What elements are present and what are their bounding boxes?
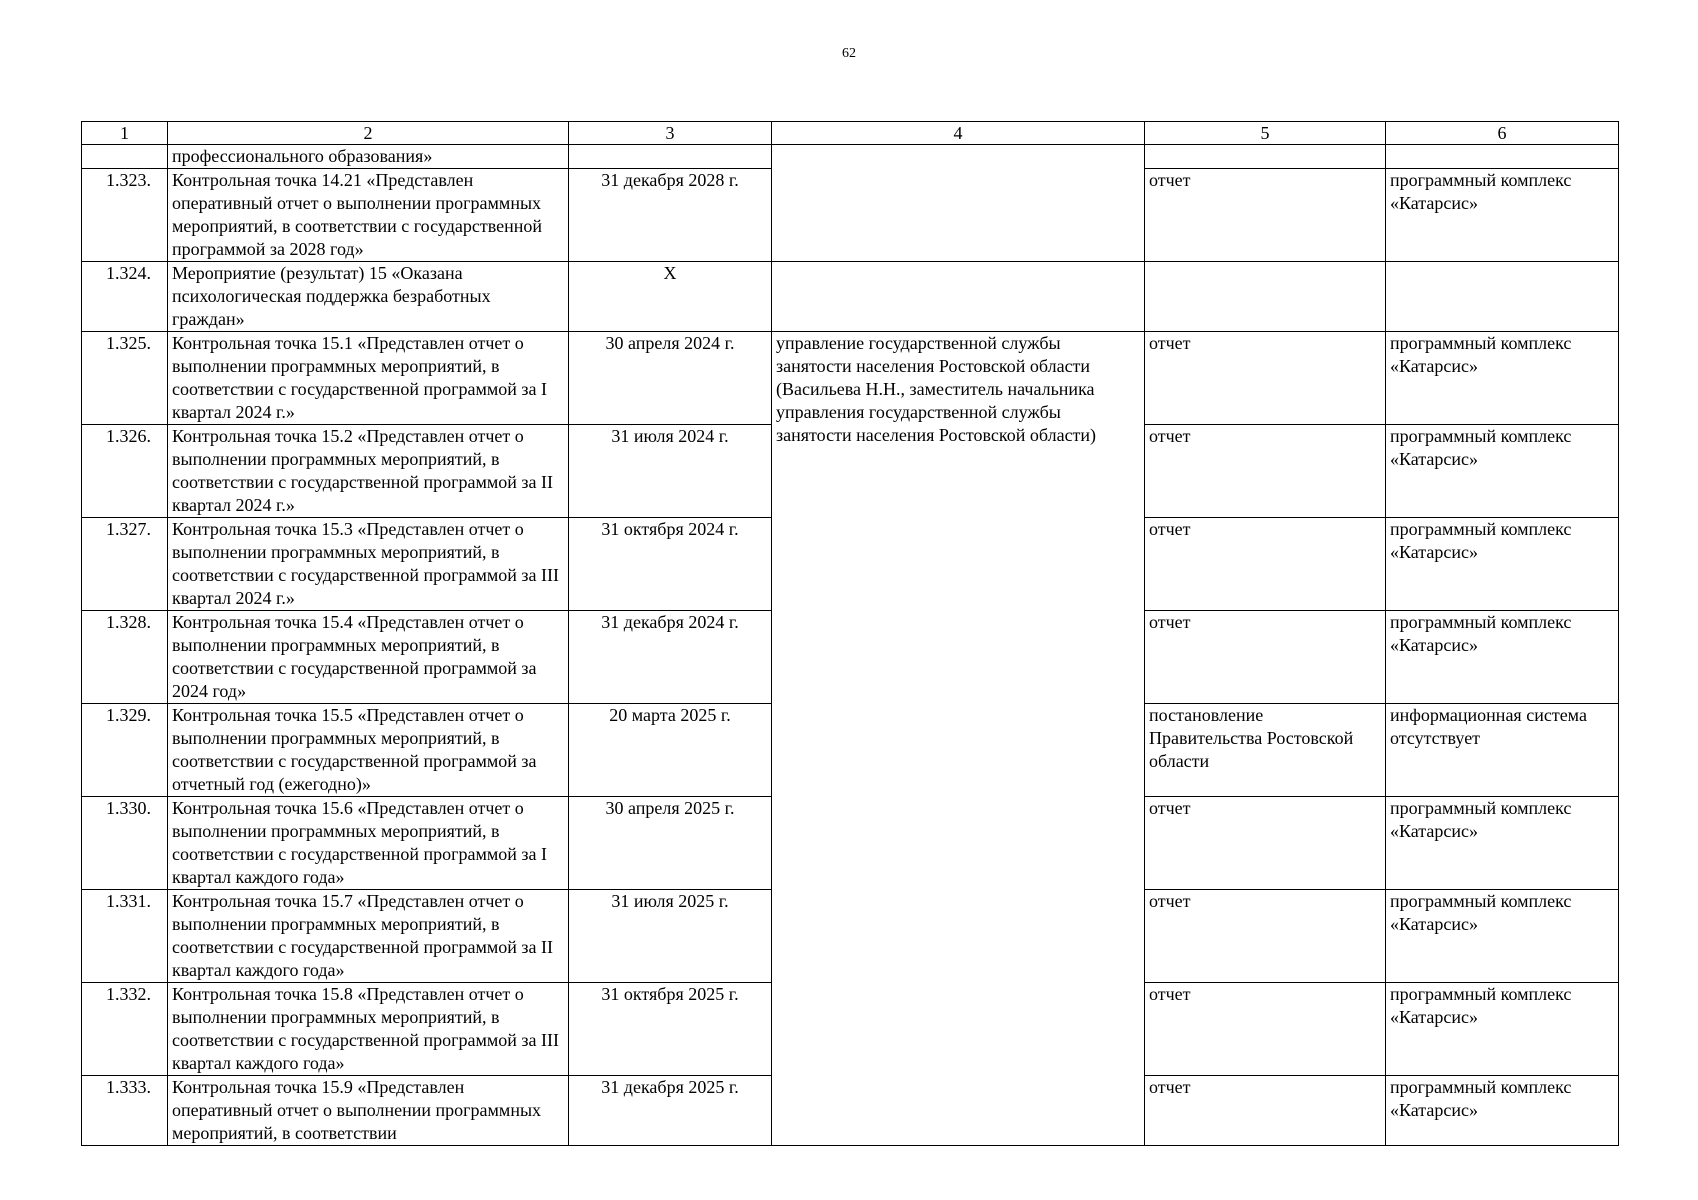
information-system: программный комплекс «Катарсис» — [1386, 1076, 1619, 1146]
responsible: управление государственной службы занятости населения Ростовской области (Васильева Н.Н., заместитель начальника управления государственной службы занятости населения Ростовской области) — [772, 332, 1145, 1146]
column-number: 2 — [168, 122, 569, 145]
measure-name: Контрольная точка 15.8 «Представлен отчет о выполнении программных мероприятий, в соответствии с государственной программой за III квартал каждого года» — [168, 983, 569, 1076]
measure-name: Контрольная точка 15.5 «Представлен отчет о выполнении программных мероприятий, в соответствии с государственной программой за отчетный год (ежегодно)» — [168, 704, 569, 797]
row-number: 1.323. — [82, 169, 168, 262]
deadline: Х — [569, 262, 772, 332]
measure-name: Контрольная точка 14.21 «Представлен оперативный отчет о выполнении программных мероприятий, в соответствии с государственной программой за 2028 год» — [168, 169, 569, 262]
measure-name: Контрольная точка 15.4 «Представлен отчет о выполнении программных мероприятий, в соответствии с государственной программой за 2024 год» — [168, 611, 569, 704]
measure-name: Контрольная точка 15.1 «Представлен отчет о выполнении программных мероприятий, в соответствии с государственной программой за I квартал 2024 г.» — [168, 332, 569, 425]
deadline: 31 июля 2024 г. — [569, 425, 772, 518]
column-number: 6 — [1386, 122, 1619, 145]
plan-table — [81, 121, 1619, 1146]
document-type — [1145, 145, 1386, 169]
deadline: 20 марта 2025 г. — [569, 704, 772, 797]
row-number: 1.329. — [82, 704, 168, 797]
measure-name: Контрольная точка 15.2 «Представлен отчет о выполнении программных мероприятий, в соответствии с государственной программой за II квартал 2024 г.» — [168, 425, 569, 518]
row-number: 1.333. — [82, 1076, 168, 1146]
page-number: 62 — [842, 46, 856, 61]
information-system — [1386, 262, 1619, 332]
document-type: отчет — [1145, 425, 1386, 518]
row-number — [82, 145, 168, 169]
responsible — [772, 262, 1145, 332]
row-number: 1.325. — [82, 332, 168, 425]
information-system: программный комплекс «Катарсис» — [1386, 983, 1619, 1076]
row-number: 1.327. — [82, 518, 168, 611]
document-type — [1145, 262, 1386, 332]
column-number: 1 — [82, 122, 168, 145]
row-number: 1.331. — [82, 890, 168, 983]
row-number: 1.332. — [82, 983, 168, 1076]
information-system: информационная система отсутствует — [1386, 704, 1619, 797]
information-system: программный комплекс «Катарсис» — [1386, 169, 1619, 262]
deadline: 31 октября 2024 г. — [569, 518, 772, 611]
document-type: отчет — [1145, 518, 1386, 611]
information-system — [1386, 145, 1619, 169]
row-number: 1.328. — [82, 611, 168, 704]
row-number: 1.330. — [82, 797, 168, 890]
measure-name: Контрольная точка 15.7 «Представлен отчет о выполнении программных мероприятий, в соответствии с государственной программой за II квартал каждого года» — [168, 890, 569, 983]
document-type: отчет — [1145, 169, 1386, 262]
information-system: программный комплекс «Катарсис» — [1386, 332, 1619, 425]
column-number: 4 — [772, 122, 1145, 145]
document-type: постановление Правительства Ростовской области — [1145, 704, 1386, 797]
deadline — [569, 145, 772, 169]
document-type: отчет — [1145, 890, 1386, 983]
deadline: 30 апреля 2024 г. — [569, 332, 772, 425]
measure-name: профессионального образования» — [168, 145, 569, 169]
deadline: 31 декабря 2025 г. — [569, 1076, 772, 1146]
document-type: отчет — [1145, 611, 1386, 704]
deadline: 31 октября 2025 г. — [569, 983, 772, 1076]
information-system: программный комплекс «Катарсис» — [1386, 518, 1619, 611]
information-system: программный комплекс «Катарсис» — [1386, 611, 1619, 704]
deadline: 31 декабря 2028 г. — [569, 169, 772, 262]
column-number-row — [82, 122, 1619, 145]
document-type: отчет — [1145, 332, 1386, 425]
table-row — [82, 332, 1619, 425]
measure-name: Контрольная точка 15.6 «Представлен отчет о выполнении программных мероприятий, в соответствии с государственной программой за I квартал каждого года» — [168, 797, 569, 890]
deadline: 30 апреля 2025 г. — [569, 797, 772, 890]
column-number: 5 — [1145, 122, 1386, 145]
row-number: 1.324. — [82, 262, 168, 332]
measure-name: Контрольная точка 15.9 «Представлен оперативный отчет о выполнении программных мероприятий, в соответствии — [168, 1076, 569, 1146]
document-type: отчет — [1145, 983, 1386, 1076]
document-type: отчет — [1145, 797, 1386, 890]
responsible — [772, 145, 1145, 262]
column-number: 3 — [569, 122, 772, 145]
measure-name: Контрольная точка 15.3 «Представлен отчет о выполнении программных мероприятий, в соответствии с государственной программой за III квартал 2024 г.» — [168, 518, 569, 611]
table-row — [82, 145, 1619, 169]
deadline: 31 декабря 2024 г. — [569, 611, 772, 704]
document-type: отчет — [1145, 1076, 1386, 1146]
information-system: программный комплекс «Катарсис» — [1386, 425, 1619, 518]
row-number: 1.326. — [82, 425, 168, 518]
information-system: программный комплекс «Катарсис» — [1386, 890, 1619, 983]
deadline: 31 июля 2025 г. — [569, 890, 772, 983]
information-system: программный комплекс «Катарсис» — [1386, 797, 1619, 890]
measure-name: Мероприятие (результат) 15 «Оказана психологическая поддержка безработных граждан» — [168, 262, 569, 332]
table-row — [82, 262, 1619, 332]
